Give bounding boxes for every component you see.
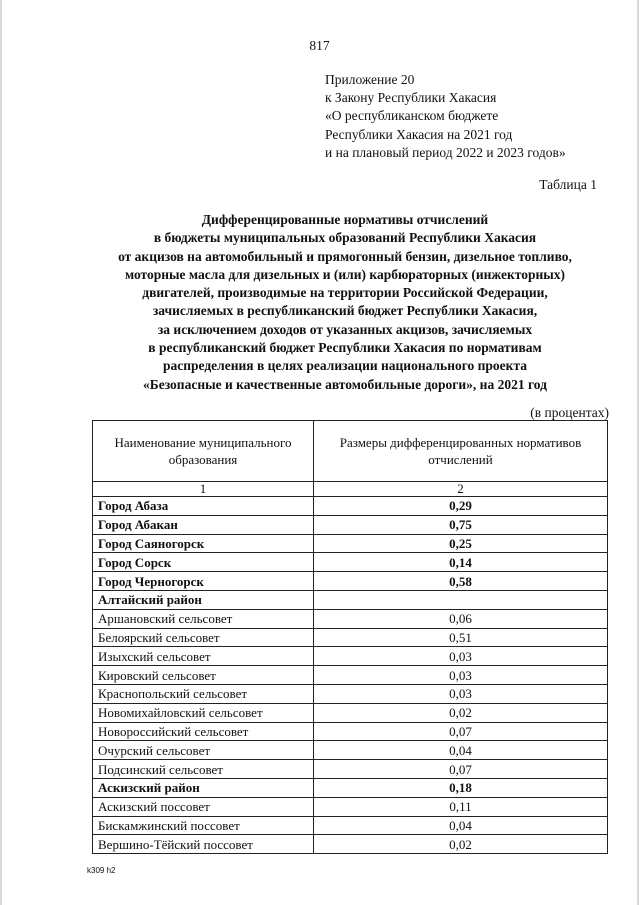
title-line: моторные масла для дизельных и (или) карбюраторных (инжекторных) bbox=[124, 266, 566, 282]
norm-value: 0,03 bbox=[314, 647, 608, 666]
norm-value: 0,07 bbox=[314, 760, 608, 779]
norm-value: 0,14 bbox=[314, 553, 608, 572]
table-row bbox=[93, 741, 608, 760]
municipality-name: Очурский сельсовет bbox=[93, 741, 314, 760]
municipality-name: Город Абаза bbox=[93, 497, 314, 516]
municipality-name: Краснопольский сельсовет bbox=[93, 684, 314, 703]
norm-value: 0,18 bbox=[314, 778, 608, 797]
table-row bbox=[93, 778, 608, 797]
title-line: Дифференцированные нормативы отчислений bbox=[201, 212, 489, 227]
column-number-row bbox=[93, 482, 608, 497]
units-note: (в процентах) bbox=[530, 405, 609, 420]
norm-value: 0,29 bbox=[314, 497, 608, 516]
table-row bbox=[93, 534, 608, 553]
municipality-name: Белоярский сельсовет bbox=[93, 628, 314, 647]
table-row bbox=[93, 497, 608, 516]
table-row bbox=[93, 835, 608, 854]
table-row bbox=[93, 647, 608, 666]
norm-value: 0,11 bbox=[314, 797, 608, 816]
norm-value bbox=[314, 590, 608, 609]
norm-value: 0,02 bbox=[314, 835, 608, 854]
appendix-line: Республики Хакасия на 2021 год bbox=[325, 126, 513, 142]
title-line: «Безопасные и качественные автомобильные дороги», на 2021 год bbox=[143, 376, 547, 392]
norm-value: 0,58 bbox=[314, 572, 608, 591]
table-row bbox=[93, 722, 608, 741]
document-title bbox=[70, 211, 620, 394]
norm-value: 0,25 bbox=[314, 534, 608, 553]
appendix-line: к Закону Республики Хакасия bbox=[325, 90, 497, 106]
table-row bbox=[93, 553, 608, 572]
table-row bbox=[93, 816, 608, 835]
title-line: в бюджеты муниципальных образований Республики Хакасия bbox=[153, 230, 537, 246]
appendix-line: Приложение 20 bbox=[325, 72, 415, 87]
table-row bbox=[93, 515, 608, 534]
municipality-name: Город Саяногорск bbox=[93, 534, 314, 553]
header-name-column: Наименование муниципального образования bbox=[93, 421, 314, 482]
norm-value: 0,07 bbox=[314, 722, 608, 741]
table-row bbox=[93, 684, 608, 703]
appendix-line: «О республиканском бюджете bbox=[325, 108, 499, 124]
table-row bbox=[93, 590, 608, 609]
norm-value: 0,03 bbox=[314, 666, 608, 685]
norm-value: 0,04 bbox=[314, 816, 608, 835]
table-row bbox=[93, 572, 608, 591]
municipality-name: Новороссийский сельсовет bbox=[93, 722, 314, 741]
footer-code: k309 h2 bbox=[87, 866, 116, 875]
column-number: 2 bbox=[314, 482, 608, 497]
municipality-name: Алтайский район bbox=[93, 590, 314, 609]
table-row bbox=[93, 609, 608, 628]
title-line: от акцизов на автомобильный и прямогонный бензин, дизельное топливо, bbox=[118, 248, 572, 264]
norms-table bbox=[92, 420, 608, 854]
header-norms-column: Размеры дифференцированных нормативов отчислений bbox=[314, 421, 608, 482]
page-edge-left bbox=[0, 0, 2, 905]
norm-value: 0,06 bbox=[314, 609, 608, 628]
title-line: за исключением доходов от указанных акцизов, зачисляемых bbox=[157, 321, 533, 337]
title-line: двигателей, производимые на территории Российской Федерации, bbox=[142, 285, 548, 301]
municipality-name: Аскизский район bbox=[93, 778, 314, 797]
municipality-name: Вершино-Тёйский поссовет bbox=[93, 835, 314, 854]
page-number: 817 bbox=[309, 38, 330, 53]
norm-value: 0,75 bbox=[314, 515, 608, 534]
municipality-name: Аршановский сельсовет bbox=[93, 609, 314, 628]
table-header-row bbox=[93, 421, 608, 482]
norm-value: 0,03 bbox=[314, 684, 608, 703]
municipality-name: Город Сорск bbox=[93, 553, 314, 572]
municipality-name: Город Черногорск bbox=[93, 572, 314, 591]
municipality-name: Аскизский поссовет bbox=[93, 797, 314, 816]
municipality-name: Изыхский сельсовет bbox=[93, 647, 314, 666]
municipality-name: Подсинский сельсовет bbox=[93, 760, 314, 779]
norm-value: 0,04 bbox=[314, 741, 608, 760]
title-line: зачисляемых в республиканский бюджет Республики Хакасия, bbox=[152, 303, 538, 319]
table-row bbox=[93, 628, 608, 647]
title-line: в республиканский бюджет Республики Хакасия по нормативам bbox=[148, 340, 542, 356]
municipality-name: Бискамжинский поссовет bbox=[93, 816, 314, 835]
norm-value: 0,02 bbox=[314, 703, 608, 722]
table-row bbox=[93, 797, 608, 816]
table-body bbox=[93, 497, 608, 854]
municipality-name: Новомихайловский сельсовет bbox=[93, 703, 314, 722]
table-label: Таблица 1 bbox=[539, 177, 597, 192]
table-row bbox=[93, 703, 608, 722]
municipality-name: Город Абакан bbox=[93, 515, 314, 534]
appendix-line: и на плановый период 2022 и 2023 годов» bbox=[325, 144, 566, 160]
column-number: 1 bbox=[93, 482, 314, 497]
municipality-name: Кировский сельсовет bbox=[93, 666, 314, 685]
appendix-block bbox=[325, 71, 566, 162]
title-line: распределения в целях реализации национального проекта bbox=[162, 358, 527, 374]
table-row bbox=[93, 666, 608, 685]
table-row bbox=[93, 760, 608, 779]
norm-value: 0,51 bbox=[314, 628, 608, 647]
